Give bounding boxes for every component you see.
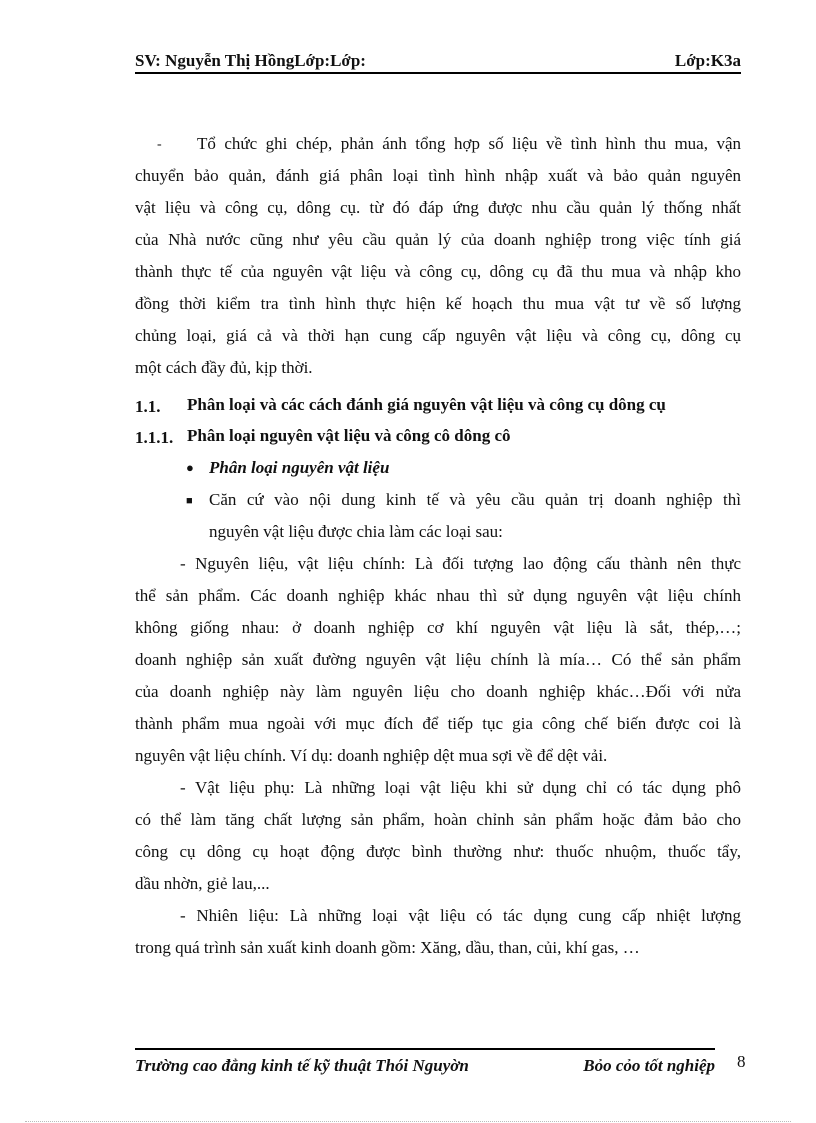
footer-school: Trường cao đẳng kinh tế kỹ thuật Thói Nguyờn — [135, 1056, 469, 1075]
footer-rule — [135, 1048, 715, 1050]
p2-line: của doanh nghiệp này làm nguyên liệu cho doanh nghiệp khác…Đối với nửa — [135, 682, 741, 701]
p2-line: nguyên vật liệu chính. Ví dụ: doanh nghiệp dệt mua sợi về để dệt vải. — [135, 746, 608, 765]
heading-1-1-1-title: Phân loại nguyên vật liệu và công cô dông cô — [187, 426, 511, 445]
p3-line: dầu nhờn, giẻ lau,... — [135, 874, 270, 893]
p2-line: doanh nghiệp sản xuất đường nguyên vật liệu chính là mía… Có thể sản phẩm — [135, 650, 741, 669]
p1-line: của Nhà nước cũng như yêu cầu quản lý của doanh nghiệp trong việc tính giá — [135, 230, 741, 249]
p2-line: thể sản phẩm. Các doanh nghiệp khác nhau thì sử dụng nguyên vật liệu chính — [135, 586, 741, 605]
paragraph-dash-marker: - — [157, 137, 162, 152]
heading-1-1-title: Phân loại và các cách đánh giá nguyên vật liệu và công cụ dông cụ — [187, 395, 666, 414]
page-number: 8 — [737, 1052, 746, 1071]
p4-line: - Nhiên liệu: Là những loại vật liệu có tác dụng cung cấp nhiệt lượng — [180, 906, 741, 925]
p3-line: có thể làm tăng chất lượng sản phẩm, hoàn chỉnh sản phẩm hoặc đảm bảo cho — [135, 810, 741, 829]
p1-line: Tổ chức ghi chép, phản ánh tổng hợp số liệu về tình hình thu mua, vận — [197, 134, 741, 153]
p1-line: vật liệu và công cụ, dông cụ. từ đó đáp ứng được nhu cầu quản lý thống nhất — [135, 198, 741, 217]
page-header — [135, 48, 741, 74]
p2-line: thành phẩm mua ngoài với mục đích để tiếp tục gia công chế biến được coi là — [135, 714, 741, 733]
bullet-text-line: Căn cứ vào nội dung kinh tế và yêu cầu quản trị doanh nghiệp thì — [209, 490, 741, 509]
heading-1-1-number: 1.1. — [135, 397, 161, 416]
p3-line: công cụ dông cụ hoạt động được bình thường như: thuốc nhuộm, thuốc tẩy, — [135, 842, 741, 861]
header-student-info: SV: Nguyễn Thị HồngLớp:Lớp: — [135, 51, 366, 70]
bullet-text-line: nguyên vật liệu được chia làm các loại sau: — [209, 522, 503, 541]
bullet-square-icon: ■ — [186, 495, 193, 507]
p1-line: thành thực tế của nguyên vật liệu và công cụ, dông cụ đã thu mua và nhập kho — [135, 262, 741, 281]
header-rule — [135, 72, 741, 74]
p1-line: một cách đầy đủ, kịp thời. — [135, 358, 313, 377]
page-footer — [135, 1048, 715, 1078]
page-bottom-border — [25, 1121, 791, 1122]
footer-report-title: Bỏo cỏo tốt nghiệp — [583, 1056, 715, 1075]
header-class: Lớp:K3a — [674, 51, 741, 70]
heading-1-1-1-number: 1.1.1. — [135, 428, 174, 447]
p1-line: chủng loại, giá cả và thời hạn cung cấp nguyên vật liệu và công cụ, dông cụ — [135, 326, 741, 345]
bullet-heading: Phân loại nguyên vật liệu — [209, 458, 390, 477]
p1-line: đồng thời kiểm tra tình hình thực hiện kế hoạch thu mua vật tư về số lượng — [135, 294, 741, 313]
p2-line: - Nguyên liệu, vật liệu chính: Là đối tượng lao động cấu thành nên thực — [180, 554, 741, 573]
p2-line: không giống nhau: ở doanh nghiệp cơ khí nguyên vật liệu là sắt, thép,…; — [135, 618, 741, 637]
bullet-dot-icon: ● — [186, 460, 194, 475]
p3-line: - Vật liệu phụ: Là những loại vật liệu khi sử dụng chỉ có tác dụng phô — [180, 778, 741, 797]
p1-line: chuyển bảo quản, đánh giá phân loại tình hình nhập xuất và bảo quản nguyên — [135, 166, 741, 185]
p4-line: trong quá trình sản xuất kinh doanh gồm: Xăng, dầu, than, củi, khí gas, … — [135, 938, 640, 957]
